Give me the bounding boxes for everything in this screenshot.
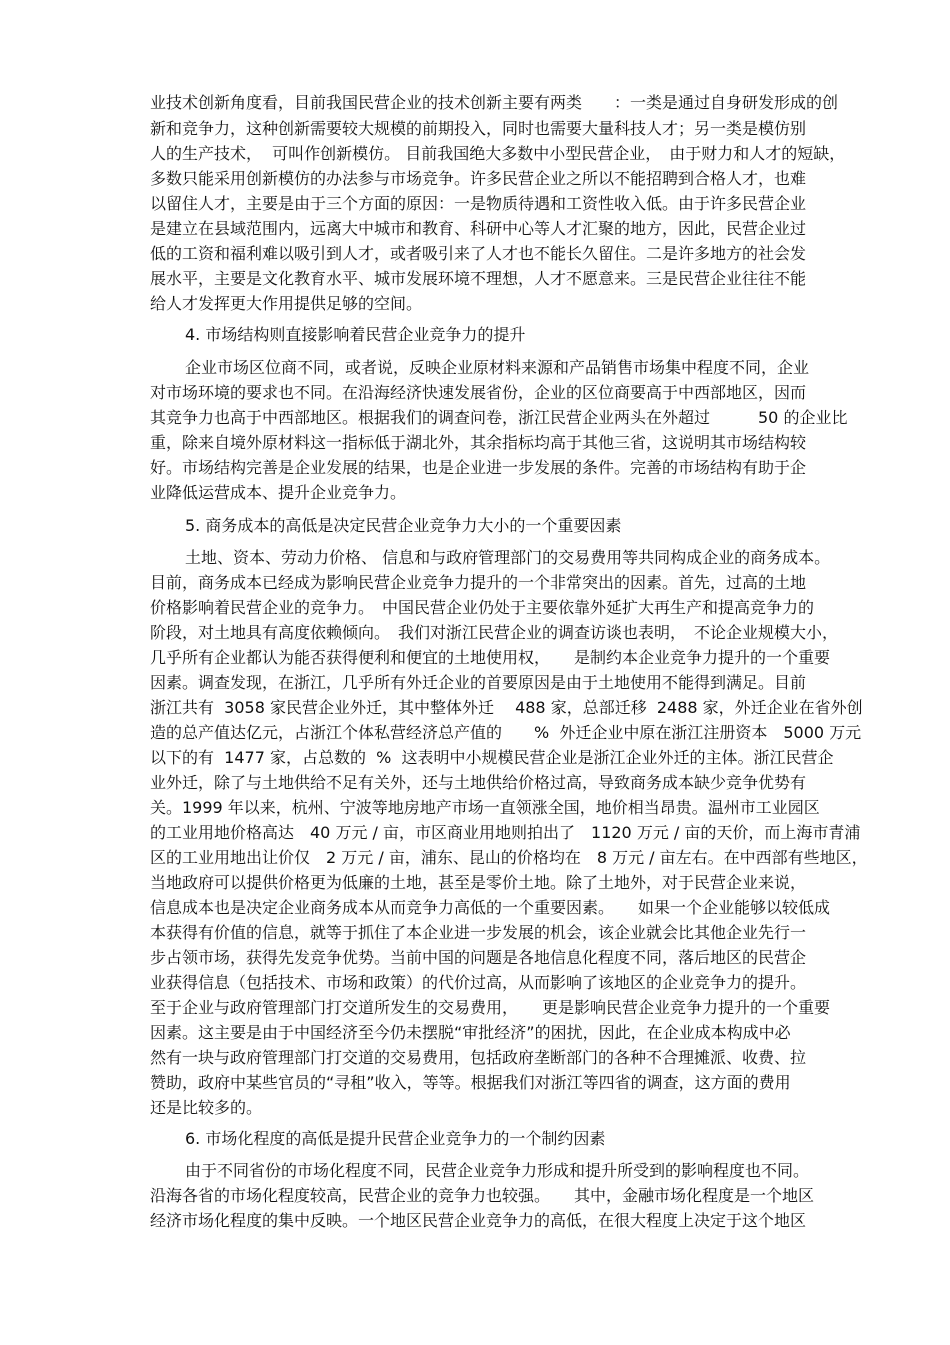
text-line: 还是比较多的。 [150,1098,263,1117]
text-line: 当地政府可以提供价格更为低廉的土地，甚至是零价土地。除了土地外，对于民营企业来说， [150,873,807,892]
text-line: 沿海各省的市场化程度较高，民营企业的竞争力也较强。 其中，金融市场化程度是一个地区 [150,1186,815,1205]
text-line: 好。市场结构完善是企业发展的结果，也是企业进一步发展的条件。完善的市场结构有助于企 [150,458,807,477]
text-line: 人的生产技术， 可叫作创新模仿。 目前我国绝大多数中小型民营企业， 由于财力和人才的短缺， [150,144,846,163]
text-line: 浙江共有 3058 家民营企业外迁，其中整体外迁 488 家，总部迁移 2488 家，外迁企业在省外创 [150,698,863,717]
text-line: 其竞争力也高于中西部地区。根据我们的调查问卷，浙江民营企业两头在外超过 50 的企业比 [150,408,848,427]
text-line: 展水平，主要是文化教育水平、城市发展环境不理想，人才不愿意来。三是民营企业往往不能 [150,269,807,288]
text-line: 新和竞争力，这种创新需要较大规模的前期投入，同时也需要大量科技人才；另一类是模仿别 [150,119,807,138]
text-line: 经济市场化程度的集中反映。一个地区民营企业竞争力的高低，在很大程度上决定于这个地区 [150,1211,807,1230]
text-line: 因素。调查发现，在浙江，几乎所有外迁企业的首要原因是由于土地使用不能得到满足。目前 [150,673,807,692]
section-heading-4: 4. 市场结构则直接影响着民营企业竞争力的提升 [185,325,526,344]
text-line: 业获得信息（包括技术、市场和政策）的代价过高，从而影响了该地区的企业竞争力的提升。 [150,973,807,992]
text-line: 给人才发挥更大作用提供足够的空间。 [150,294,423,313]
text-line: 低的工资和福利难以吸引到人才，或者吸引来了人才也不能长久留住。二是许多地方的社会发 [150,244,807,263]
text-line: 然有一块与政府管理部门打交道的交易费用，包括政府垄断部门的各种不合理摊派、收费、拉 [150,1048,807,1067]
text-line: 土地、资本、劳动力价格、 信息和与政府管理部门的交易费用等共同构成企业的商务成本。 [185,548,831,567]
text-line: 业技术创新角度看，目前我国民营企业的技术创新主要有两类 ：一类是通过自身研发形成的创 [150,93,839,112]
text-line: 企业市场区位商不同，或者说，反映企业原材料来源和产品销售市场集中程度不同，企业 [185,358,810,377]
text-line: 多数只能采用创新模仿的办法参与市场竞争。许多民营企业之所以不能招聘到合格人才，也难 [150,169,807,188]
text-line: 价格影响着民营企业的竞争力。 中国民营企业仍处于主要依靠外延扩大再生产和提高竞争力的 [150,598,815,617]
text-line: 业降低运营成本、提升企业竞争力。 [150,483,407,502]
text-line: 以留住人才，主要是由于三个方面的原因：一是物质待遇和工资性收入低。由于许多民营企业 [150,194,807,213]
text-line: 对市场环境的要求也不同。在沿海经济快速发展省份，企业的区位商要高于中西部地区，因而 [150,383,807,402]
text-line: 是建立在县域范围内，远离大中城市和教育、科研中心等人才汇聚的地方，因此，民营企业过 [150,219,807,238]
text-line: 因素。这主要是由于中国经济至今仍未摆脱“审批经济”的困扰，因此，在企业成本构成中必 [150,1023,791,1042]
text-line: 区的工业用地出让价仅 2 万元 / 亩，浦东、昆山的价格均在 8 万元 / 亩左右。在中西部有些地区， [150,848,868,867]
text-line: 阶段，对土地具有高度依赖倾向。 我们对浙江民营企业的调查访谈也表明， 不论企业规模大小， [150,623,839,642]
text-line: 以下的有 1477 家，占总数的 % 这表明中小规模民营企业是浙江企业外迁的主体。浙江民营企 [150,748,834,767]
text-line: 信息成本也是决定企业商务成本从而竞争力高低的一个重要因素。 如果一个企业能够以较低成 [150,898,831,917]
text-line: 的工业用地价格高达 40 万元 / 亩，市区商业用地则拍出了 1120 万元 / 亩的天价，而上海市青浦 [150,823,861,842]
text-line: 重，除来自境外原材料这一指标低于湖北外，其余指标均高于其他三省，这说明其市场结构较 [150,433,807,452]
text-line: 赞助，政府中某些官员的“寻租”收入，等等。根据我们对浙江等四省的调查，这方面的费用 [150,1073,791,1092]
text-line: 关。1999 年以来，杭州、宁波等地房地产市场一直领涨全国，地价相当昂贵。温州市工业园区 [150,798,820,817]
section-heading-5: 5. 商务成本的高低是决定民营企业竞争力大小的一个重要因素 [185,516,622,535]
text-line: 由于不同省份的市场化程度不同，民营企业竞争力形成和提升所受到的影响程度也不同。 [185,1161,810,1180]
section-heading-6: 6. 市场化程度的高低是提升民营企业竞争力的一个制约因素 [185,1129,606,1148]
text-line: 几乎所有企业都认为能否获得便利和便宜的土地使用权， 是制约本企业竞争力提升的一个重要 [150,648,831,667]
text-line: 本获得有价值的信息，就等于抓住了本企业进一步发展的机会，该企业就会比其他企业先行一 [150,923,807,942]
text-line: 步占领市场，获得先发竞争优势。当前中国的问题是各地信息化程度不同，落后地区的民营企 [150,948,807,967]
text-line: 目前，商务成本已经成为影响民营企业竞争力提升的一个非常突出的因素。首先，过高的土地 [150,573,807,592]
text-line: 至于企业与政府管理部门打交道所发生的交易费用， 更是影响民营企业竞争力提升的一个重要 [150,998,831,1017]
text-line: 造的总产值达亿元，占浙江个体私营经济总产值的 % 外迁企业中原在浙江注册资本 5000 万元 [150,723,862,742]
text-line: 业外迁，除了与土地供给不足有关外，还与土地供给价格过高，导致商务成本缺少竞争优势有 [150,773,807,792]
